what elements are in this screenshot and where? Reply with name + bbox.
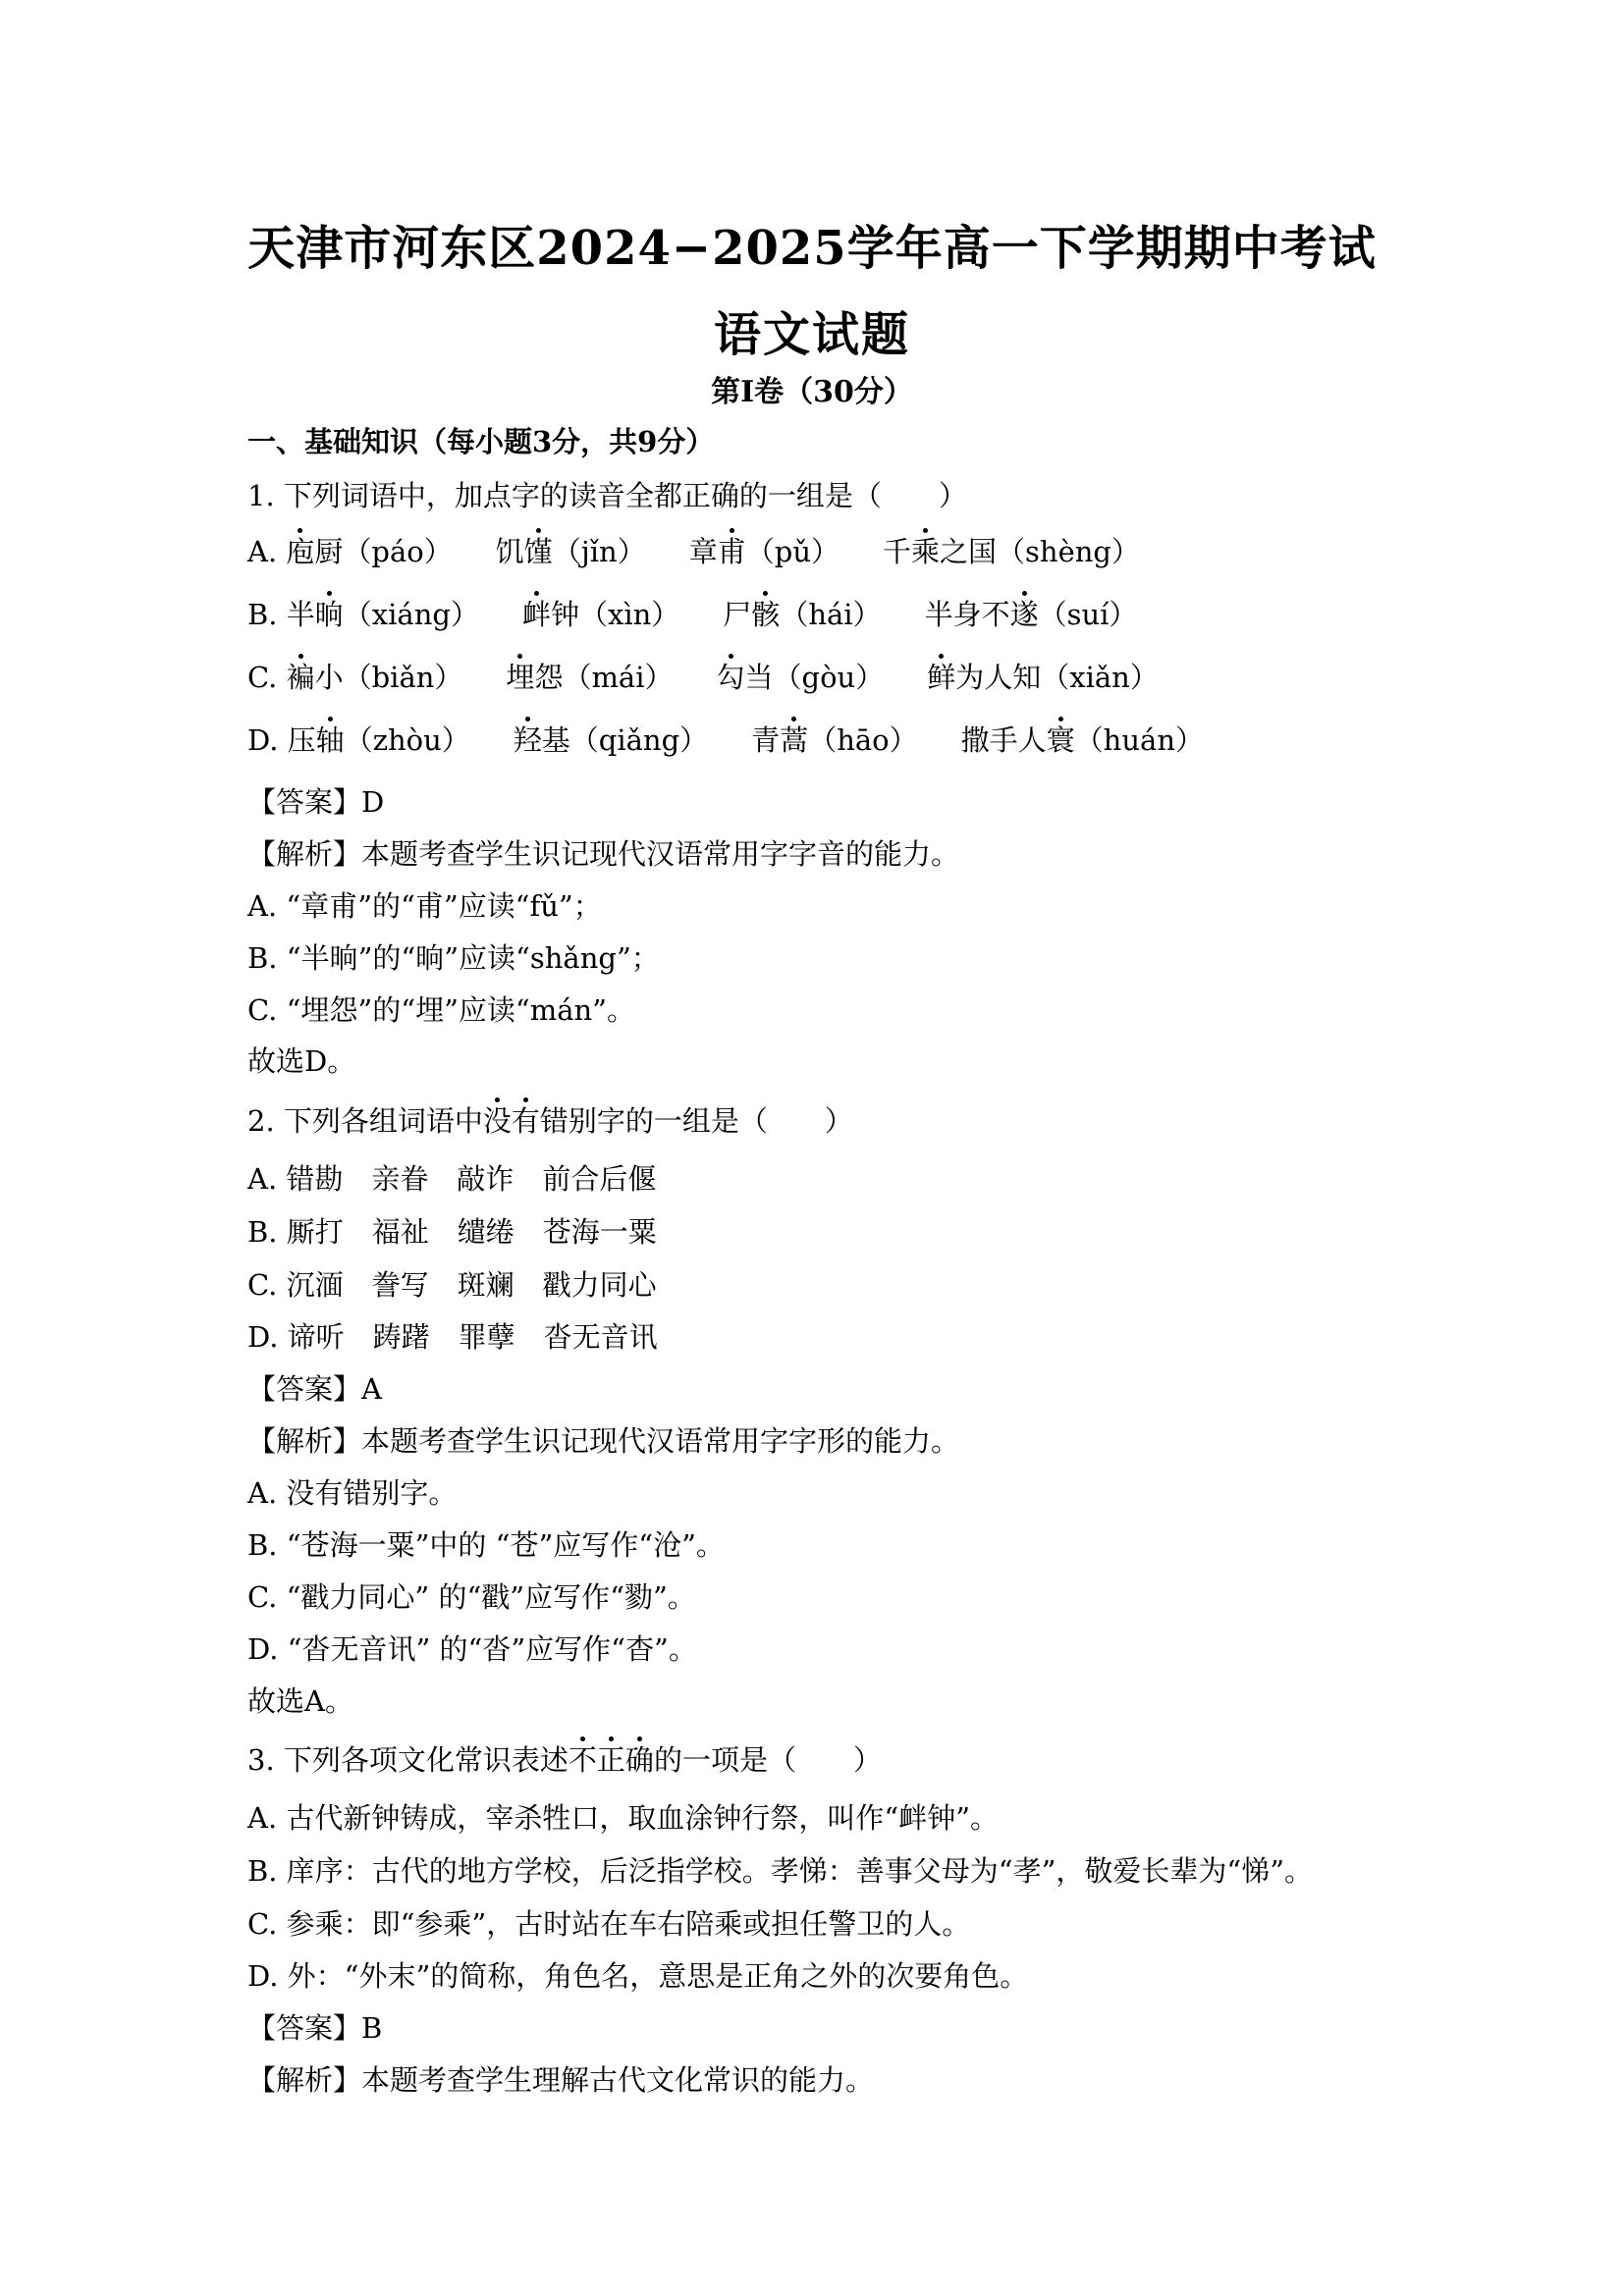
analysis-line: C. “戳力同心” 的“戳”应写作“勠”。	[247, 1580, 696, 1614]
stem-text: 2. 下列各组词语中	[247, 1104, 483, 1138]
emphasized-char: 馑	[524, 532, 553, 571]
question-1-option-a	[247, 532, 1140, 571]
analysis-line: B. “半晌”的“晌”应读“shǎng”；	[247, 941, 660, 975]
option-text: 小（biǎn）	[314, 661, 463, 694]
option-text: 当（gòu）	[744, 661, 885, 694]
option-text: 半身不	[924, 598, 1010, 631]
option-text: 青	[751, 723, 781, 757]
option-label: A.	[247, 535, 278, 568]
option-text: （zhòu）	[344, 723, 470, 757]
question-2-option-a: A. 错勘 亲眷 敲诈 前合后偃	[247, 1162, 657, 1196]
option-text: 之国（shèng）	[940, 535, 1140, 568]
emphasized-char: 衅	[522, 595, 551, 634]
question-3-option-a: A. 古代新钟铸成，宰杀牲口，取血涂钟行祭，叫作“衅钟”。	[247, 1801, 1000, 1835]
option-text: 尸	[723, 598, 752, 631]
question-2-stem	[247, 1101, 853, 1141]
option-label: D.	[247, 723, 279, 757]
emphasized-char: 正	[597, 1740, 625, 1780]
emphasized-char: 有	[512, 1101, 540, 1141]
option-label: C.	[247, 661, 278, 694]
question-2-option-d: D. 谛听 踌躇 罪孽 沓无音讯	[247, 1320, 658, 1354]
question-1-conclusion: 故选D。	[247, 1044, 356, 1078]
question-2-conclusion: 故选A。	[247, 1684, 353, 1718]
exam-title: 天津市河东区2024−2025学年高一下学期期中考试	[247, 221, 1377, 276]
emphasized-char: 晌	[315, 595, 344, 634]
section-heading: 一、基础知识（每小题3分，共9分）	[247, 425, 715, 458]
analysis-line: A. “章甫”的“甫”应读“fǔ”；	[247, 889, 602, 923]
question-2-analysis: 【解析】本题考查学生识记现代汉语常用字字形的能力。	[247, 1424, 960, 1458]
question-1-answer: 【答案】D	[247, 785, 385, 819]
emphasized-char: 庖	[286, 532, 314, 571]
emphasized-char: 甫	[718, 532, 746, 571]
option-text: 饥	[495, 535, 524, 568]
question-2-option-c: C. 沉湎 誊写 斑斓 戳力同心	[247, 1268, 657, 1302]
option-text: 压	[287, 723, 316, 757]
volume-heading: 第Ⅰ卷（30分）	[711, 375, 913, 409]
option-text: 基（qiǎng）	[541, 723, 709, 757]
emphasized-char: 骸	[751, 595, 780, 634]
analysis-line: A. 没有错别字。	[247, 1476, 458, 1510]
emphasized-char: 寰	[1047, 721, 1075, 760]
option-text: （xiáng）	[343, 598, 479, 631]
emphasized-char: 不	[568, 1740, 597, 1780]
exam-subtitle: 语文试题	[713, 307, 910, 362]
question-1-stem: 1. 下列词语中，加点字的读音全都正确的一组是（ ）	[247, 479, 967, 512]
stem-text: 错别字的一组是（ ）	[539, 1104, 853, 1138]
stem-text: 3. 下列各项文化常识表述	[247, 1743, 568, 1777]
emphasized-char: 勾	[717, 658, 745, 697]
question-3-stem	[247, 1740, 882, 1780]
question-3-answer: 【答案】B	[247, 2011, 383, 2045]
option-text: 厨（páo）	[314, 535, 453, 568]
question-3-option-c: C. 参乘：即“参乘”，古时站在车右陪乘或担任警卫的人。	[247, 1907, 971, 1941]
question-3-analysis: 【解析】本题考查学生理解古代文化常识的能力。	[247, 2063, 875, 2097]
option-text: （suí）	[1038, 598, 1138, 631]
analysis-line: C. “埋怨”的“埋”应读“mán”。	[247, 993, 636, 1027]
question-1-analysis: 【解析】本题考查学生识记现代汉语常用字字音的能力。	[247, 837, 960, 871]
option-text: （pǔ）	[745, 535, 839, 568]
option-text: （hāo）	[808, 723, 918, 757]
option-text: 怨（mái）	[534, 661, 674, 694]
question-1-option-c	[247, 658, 1159, 697]
question-1-option-b	[247, 595, 1137, 634]
analysis-line: B. “苍海一粟”中的 “苍”应写作“沧”。	[247, 1528, 725, 1562]
emphasized-char: 乘	[911, 532, 940, 571]
question-3-option-b: B. 庠序：古代的地方学校，后泛指学校。孝悌：善事父母为“孝”，敬爱长辈为“悌”。	[247, 1854, 1314, 1888]
analysis-line: D. “沓无音讯” 的“沓”应写作“杳”。	[247, 1632, 697, 1666]
emphasized-char: 蒿	[780, 721, 808, 760]
option-text: 半	[286, 598, 315, 631]
option-text: 章	[688, 535, 718, 568]
option-text: 钟（xìn）	[550, 598, 680, 631]
option-text: （huán）	[1074, 723, 1204, 757]
emphasized-char: 轴	[316, 721, 345, 760]
emphasized-char: 羟	[514, 721, 542, 760]
emphasized-char: 确	[625, 1740, 654, 1780]
emphasized-char: 没	[483, 1101, 512, 1141]
emphasized-char: 褊	[287, 658, 315, 697]
option-text: 撒手人	[960, 723, 1047, 757]
option-text: （jǐn）	[552, 535, 646, 568]
emphasized-char: 遂	[1010, 595, 1039, 634]
question-2-answer: 【答案】A	[247, 1372, 382, 1406]
question-2-option-b: B. 厮打 福祉 缱绻 苍海一粟	[247, 1215, 657, 1249]
emphasized-char: 鲜	[927, 658, 955, 697]
emphasized-char: 埋	[506, 658, 534, 697]
question-3-option-d: D. 外：“外末”的简称，角色名，意思是正角之外的次要角色。	[247, 1959, 1029, 1993]
option-label: B.	[247, 598, 278, 631]
option-text: 为人知（xiǎn）	[955, 661, 1159, 694]
stem-text: 的一项是（ ）	[653, 1743, 882, 1777]
option-text: 千	[883, 535, 912, 568]
question-1-option-d	[247, 721, 1204, 760]
option-text: （hái）	[780, 598, 882, 631]
